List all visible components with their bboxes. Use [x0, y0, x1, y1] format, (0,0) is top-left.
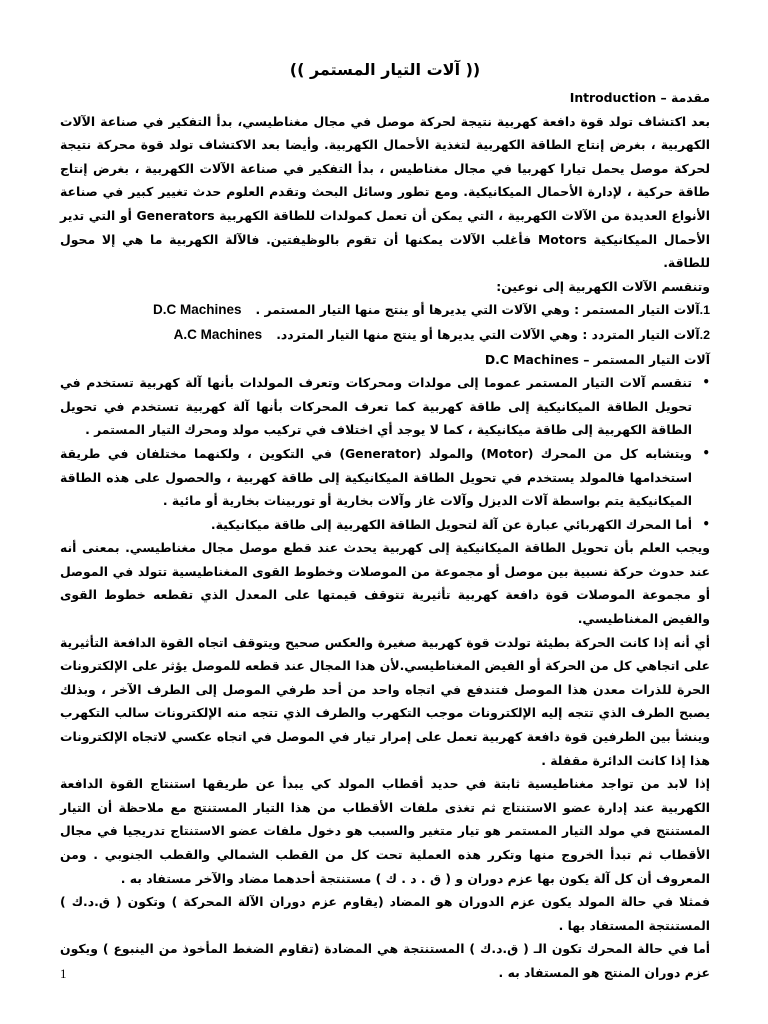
machine-type-item — [60, 298, 710, 323]
bullet-icon: • — [702, 516, 710, 531]
bullet-icon: • — [702, 445, 710, 460]
motor-case-paragraph: أما في حالة المحرك تكون الـ ( ق.د.ك ) المستنتجة هي المضادة (تقاوم الضغط المأخوذ من الينبوع ) ويكون عزم دوران المنتج هو المستفاد به . — [60, 941, 710, 980]
machine-type-english: A.C Machines — [173, 326, 263, 342]
dc-bullet-text: أما المحرك الكهربائي عبارة عن آلة لتحويل الطاقة الكهربية إلى طاقة ميكانيكية. — [210, 516, 692, 532]
types-intro: وتنقسم الآلات الكهربية إلى نوعين: — [496, 278, 710, 294]
machine-types-list — [60, 298, 710, 347]
machine-type-item — [60, 323, 710, 348]
bullet-icon: • — [702, 375, 710, 390]
machine-type-number: 2. — [699, 327, 710, 342]
dc-bullet-list — [60, 371, 710, 536]
dc-bullet-text: ويتشابه كل من المحرك (Motor) والمولد (Generator) في التكوين ، ولكنهما مختلفان في طريقة استخدامها فالمولد يستخدم في تحويل الطاقة الميكانيكية إلى طاقة كهربية ، والحصول على هذه الطاقة الميكانيكية يتم بواسطة آلات الديزل وآلات غاز وآلات بخارية أو توربينات بخارية أو مائية . — [60, 445, 692, 509]
document-title: (( آلات التيار المستمر )) — [289, 60, 481, 79]
intro-heading: مقدمة – Introduction — [569, 90, 710, 105]
poles-paragraph: إذا لابد من تواجد مغناطيسية ثابتة في حديد أقطاب المولد كي يبدأ عن طريقها استنتاج القوة الدافعة الكهربية عند إدارة عضو الاستنتاج ثم تغذى ملفات الأقطاب من هذا التيار المستنتج مع ملاحظة أن التيار المستنتج في مولد التيار المستمر هو تيار متغير والسبب هو دخول ملفات عضو الاستنتاج تدريجيا في مجال الأقطاب ثم تبدأ الخروج منها وتكرر هذه العملية تحت كل من القطب الشمالي والقطب الجنوبي . ومن المعروف أن كل آلة يكون بها عزم دوران و ( ق . د . ك ) مستنتجة أحدهما مضاد والآخر مستفاد به . — [60, 776, 710, 886]
machine-type-english: D.C Machines — [152, 302, 242, 318]
dc-bullet-item — [60, 513, 710, 537]
machine-type-text: آلات التيار المتردد : وهي الآلات التي يديرها أو ينتج منها التيار المتردد. — [276, 326, 700, 342]
document-body — [60, 56, 710, 985]
page-number: 1 — [60, 966, 67, 981]
dc-machines-heading: آلات التيار المستمر – D.C Machines — [484, 351, 710, 367]
conductor-paragraph: ويجب العلم بأن تحويل الطاقة الميكانيكية إلى كهربية يحدث عند قطع موصل مجال مغناطيسي. بمعنى أنه عند حدوث حركة نسبية بين موصل أو مجموعة من الموصلات وخطوط القوى المغناطيسية تتولد في الموصل أو مجموعة الموصلات قوة دافعة كهربية تأثيرية تتوقف قيمتها على المعدل الذي تقطعه خطوط القوى والفيض المغناطيسي. — [60, 540, 710, 627]
dc-bullet-item — [60, 371, 710, 442]
intro-paragraph: بعد اكتشاف تولد قوة دافعة كهربية نتيجة لحركة موصل في مجال مغناطيسي، بدأ التفكير في صناعة الآلات الكهربية ، بغرض إنتاج الطاقة الكهربية لتغذية الأحمال الكهربية. وأيضا بعد الاكتشاف تولد قوة محركة نتيجة لحركة موصل يحمل تيارا كهربيا في مجال مغناطيس ، بدأ التفكير في صناعة الآلات الكهربية ، بغرض إنتاج طاقة حركية ، لإدارة الأحمال الميكانيكية. ومع تطور وسائل البحث وتقدم العلوم حدث تغيير كبير في صناعة الأنواع العديدة من الآلات الكهربية ، التي يمكن أن تعمل كمولدات للطاقة الكهربية Generators أو التي تدير الأحمال الميكانيكية Motors فأغلب الآلات يمكنها أن تقوم بالوظيفتين. فالآلة الكهربية ما هي إلا محول للطاقة. — [60, 113, 710, 271]
direction-paragraph: أي أنه إذا كانت الحركة بطيئة تولدت قوة كهربية صغيرة والعكس صحيح ويتوقف اتجاه القوة الدافعة التأثيرية على اتجاهي كل من الحركة أو الفيض المغناطيسي.لأن هذا المجال عند قطعه للموصل يؤثر على الإلكترونات الحرة للذرات معدن هذا الموصل فتندفع في اتجاه واحد من أحد طرفي الموصل إلى الطرف الآخر ، وبذلك يصبح الطرف الذي تتجه إليه الإلكترونات موجب التكهرب والطرف الذي تتجه منه الإلكترونات سالب التكهرب وينشأ بين الطرفين قوة دافعة كهربية تعمل على إمرار تيار في الموصل في اتجاه عكسي لاتجاه الإلكترونات هذا إذا كانت الدائرة مقفلة . — [60, 634, 710, 768]
generator-case-paragraph: فمثلا في حالة المولد يكون عزم الدوران هو المضاد (يقاوم عزم دوران الآلة المحركة ) وتكون ( ق.د.ك ) المستنتجة المستفاد بها . — [60, 894, 710, 933]
dc-bullet-text: تنقسم آلات التيار المستمر عموما إلى مولدات ومحركات وتعرف المولدات بأنها آلة كهربية تستخدم في تحويل الطاقة الميكانيكية إلى طاقة كهربية كما تعرف المحركات بأنها آلة كهربية تستخدم في تحويل الطاقة الكهربية إلى طاقة ميكانيكية ، كما لا يوجد أي اختلاف في تركيب مولد ومحرك التيار المستمر . — [60, 375, 692, 438]
machine-type-text: آلات التيار المستمر : وهي الآلات التي يديرها أو ينتج منها التيار المستمر . — [255, 302, 700, 318]
dc-bullet-item — [60, 442, 710, 513]
machine-type-number: 1. — [699, 303, 710, 318]
